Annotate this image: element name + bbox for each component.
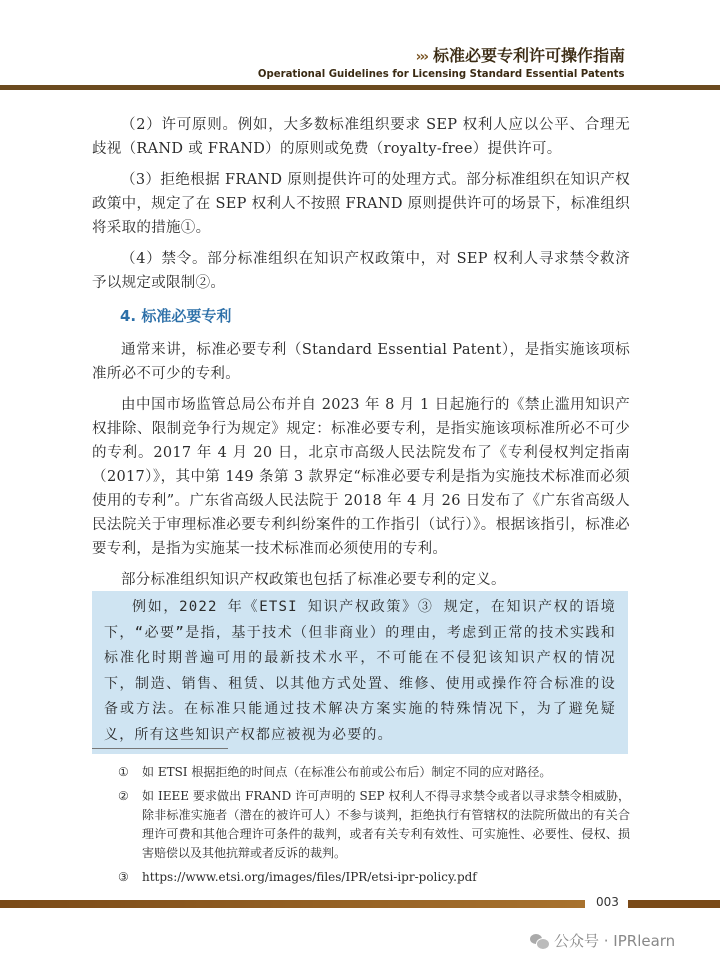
paragraph-regulations: 由中国市场监管总局公布并自 2023 年 8 月 1 日起施行的《禁止滥用知识产权排除、限制竞争行为规定》规定：标准必要专利，是指实施该项标准所必不可少的专利。2017 年 4 月 20 日，北京市高级人民法院发布了《专利侵权判定指南（2017）》，其中第 149 条第 3 款界定“标准必要专利是指为实施技术标准而必须使用的专利”。广东省高级人民法院于 2018 年 4 月 26 日发布了《广东省高级人民法院关于审理标准必要专利纠纷案件的工作指引（试行）》。根据该指引，标准必要专利，是指为实施某一技术标准而必须使用的专利。	[92, 397, 630, 557]
callout-text: 例如，2022 年《ETSI 知识产权政策》③ 规定，在知识产权的语境下，“必要”是指，基于技术（但非商业）的理由，考虑到正常的技术实践和标准化时期普遍可用的最新技术水平，不可能在不侵犯该知识产权的情况下，制造、销售、租赁、以其他方式处置、维修、使用或操作符合标准的设备或方法。在标准只能通过技术解决方案实施的特殊情况下，为了避免疑义，所有这些知识产权都应被视为必要的。	[104, 599, 616, 743]
footnote-2	[92, 787, 630, 863]
paragraph-sep-definition: 通常来讲，标准必要专利（Standard Essential Patent），是指实施该项标准所必不可少的专利。	[92, 342, 630, 382]
page-header	[0, 40, 720, 90]
wechat-icon	[530, 934, 548, 948]
footnote-mark: ①	[118, 765, 129, 779]
paragraph-licensing-principle: （2）许可原则。例如，大多数标准组织要求 SEP 权利人应以公平、合理无歧视（RAND 或 FRAND）的原则或免费（royalty-free）提供许可。	[92, 117, 630, 157]
header-title-text: 标准必要专利许可操作指南	[432, 46, 625, 65]
footnote-3	[92, 868, 630, 887]
page-number: 003	[596, 895, 619, 909]
header-subtitle: Operational Guidelines for Licensing Standard Essential Patents	[258, 67, 625, 80]
header-rule	[0, 85, 720, 90]
watermark	[530, 930, 675, 951]
footnotes	[92, 763, 630, 892]
chevron-right-icon: ›››	[415, 49, 427, 65]
section-heading: 4. 标准必要专利	[120, 307, 232, 325]
footer-rule-right	[628, 900, 720, 908]
footnote-1	[92, 763, 630, 782]
footnote-text: 如 ETSI 根据拒绝的时间点（在标准公布前或公布后）制定不同的应对路径。	[142, 765, 552, 779]
footnote-mark: ③	[118, 870, 129, 884]
footer-rule	[0, 900, 585, 908]
footnote-text: 如 IEEE 要求做出 FRAND 许可声明的 SEP 权利人不得寻求禁令或者以寻求禁令相威胁，除非标准实施者（潜在的被许可人）不参与谈判，拒绝执行有管辖权的法院所做出的有关合理许可费和其他合理许可条件的裁判，或者有关专利有效性、可实施性、必要性、侵权、损害赔偿以及其他抗辩或者反诉的裁判。	[142, 789, 630, 860]
etsi-callout-box	[92, 591, 628, 754]
body-content	[92, 113, 630, 599]
footnote-divider	[92, 748, 228, 749]
paragraph-refusal-handling: （3）拒绝根据 FRAND 原则提供许可的处理方式。部分标准组织在知识产权政策中，规定了在 SEP 权利人不按照 FRAND 原则提供许可的场景下，标准组织将采取的措施①。	[92, 172, 630, 236]
footnote-url[interactable]: https://www.etsi.org/images/files/IPR/etsi-ipr-policy.pdf	[142, 870, 477, 884]
paragraph-sso-policies: 部分标准组织知识产权政策也包括了标准必要专利的定义。	[121, 572, 506, 588]
watermark-text: 公众号 · IPRlearn	[554, 932, 676, 950]
footnote-mark: ②	[118, 789, 129, 803]
page-footer	[0, 895, 720, 913]
header-title	[416, 43, 625, 66]
paragraph-injunction: （4）禁令。部分标准组织在知识产权政策中，对 SEP 权利人寻求禁令救济予以规定或限制②。	[92, 251, 630, 291]
